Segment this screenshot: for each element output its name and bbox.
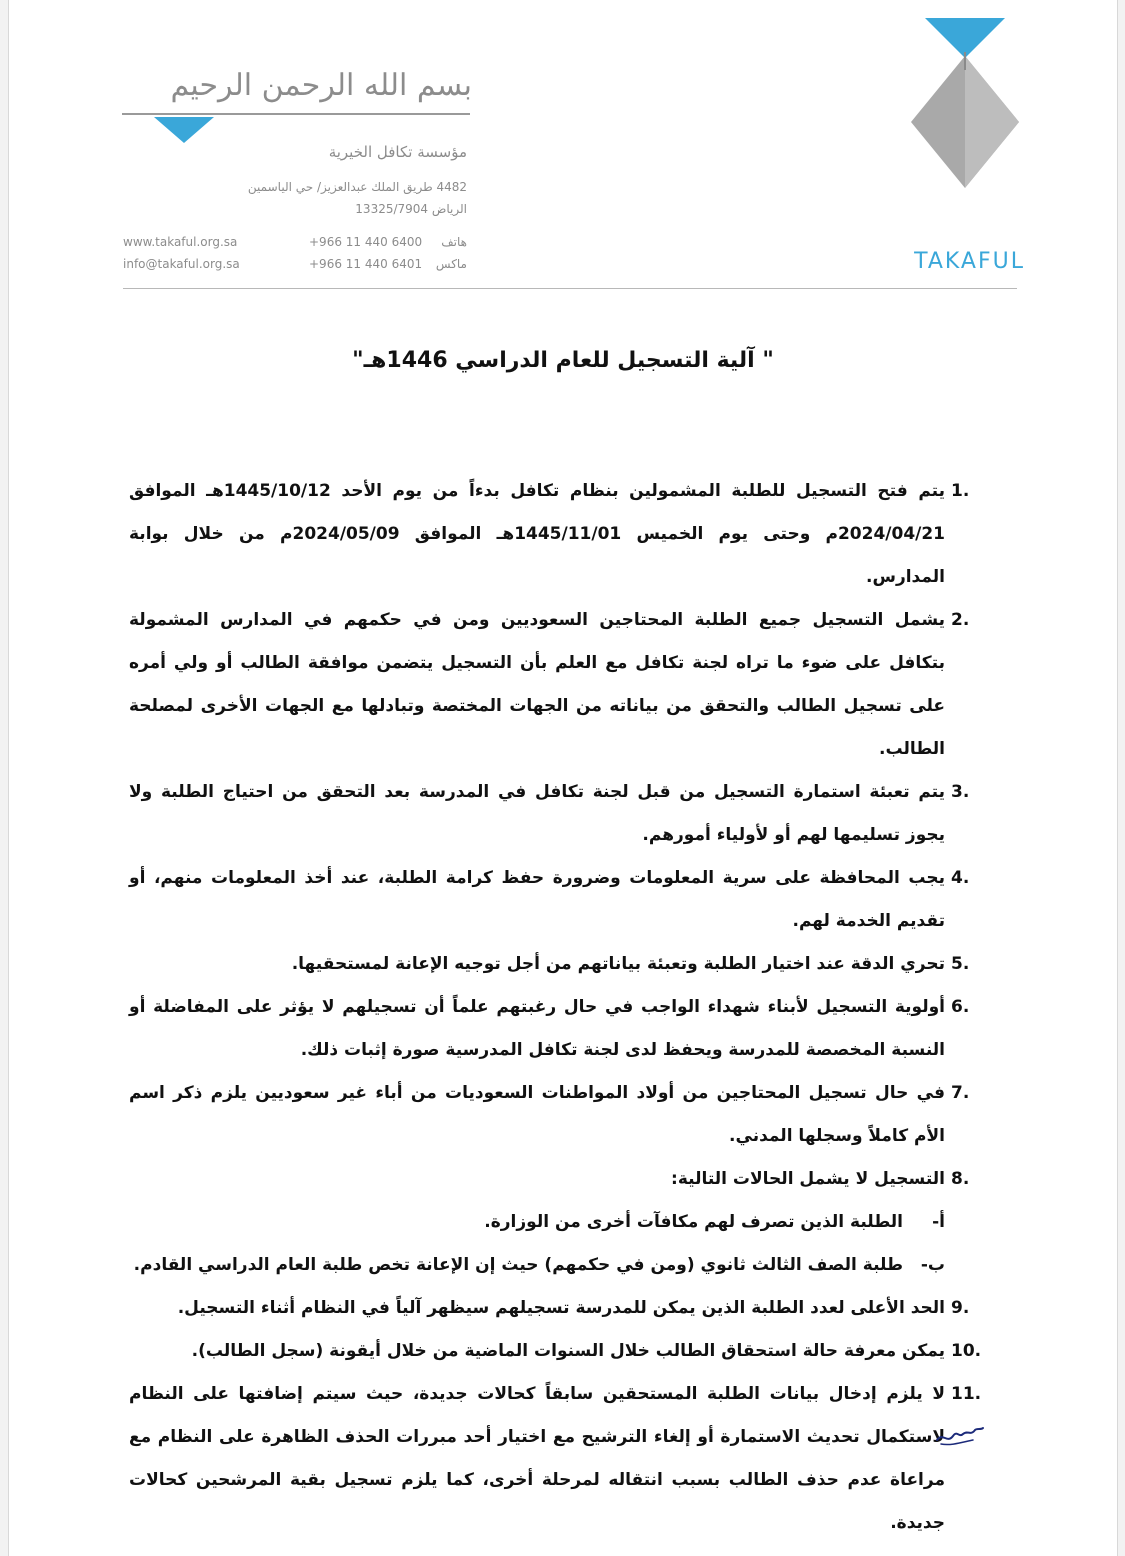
item-text: يتم فتح التسجيل للطلبة المشمولين بنظام تكافل بدءاً من يوم الأحد 1445/10/12هـ الموافق 2024/04/21م وحتى يوم الخميس 1445/11/01هـ الموافق 2024/05/09م من خلال بوابة المدارس. (129, 481, 946, 587)
list-item (129, 470, 989, 599)
fax-label: ماكس (435, 257, 467, 271)
item-number: 5. (951, 954, 970, 974)
item-number: 7. (951, 1083, 970, 1103)
organization-name: مؤسسة تكافل الخيرية (328, 143, 467, 161)
document-title: " آلية التسجيل للعام الدراسي 1446هـ" (352, 348, 774, 373)
list-item (129, 986, 989, 1072)
address-line-1: 4482 طريق الملك عبدالعزيز/ حي الياسمين (247, 180, 467, 194)
item-number: 2. (951, 610, 970, 630)
sub-item (129, 1244, 989, 1287)
list-item (129, 1330, 989, 1373)
sub-item-text: طلبة الصف الثالث ثانوي (ومن في حكمهم) حيث إن الإعانة تخص طلبة العام الدراسي القادم. (133, 1255, 903, 1275)
phone-label: هاتف (441, 235, 467, 249)
document-page (8, 0, 1118, 1556)
triangle-ornament-icon (154, 117, 214, 143)
item-number: 1. (951, 481, 970, 501)
list-item (129, 1287, 989, 1330)
list-item (129, 1373, 989, 1545)
logo-english-text: TAKAFUL (914, 249, 1025, 274)
email-link[interactable]: info@takaful.org.sa (123, 257, 240, 271)
item-text: أولوية التسجيل لأبناء شهداء الواجب في حال رغبتهم علماً أن تسجيلهم لا يؤثر على المفاضلة أو النسبة المخصصة للمدرسة ويحفظ لدى لجنة تكافل المدرسية صورة إثبات ذلك. (129, 997, 945, 1060)
sub-item-text: الطلبة الذين تصرف لهم مكافآت أخرى من الوزارة. (484, 1212, 903, 1232)
list-item (129, 599, 989, 771)
takaful-logo (829, 10, 1029, 280)
list-item (129, 857, 989, 943)
basmala-divider (122, 113, 470, 115)
address-line-2: الرياض 13325/7904 (355, 202, 467, 216)
sub-item-label: ب- (920, 1255, 945, 1275)
item-text: يجب المحافظة على سرية المعلومات وضرورة حفظ كرامة الطلبة، عند أخذ المعلومات منهم، أو تقديم الخدمة لهم. (129, 868, 945, 931)
item-number: 4. (951, 868, 970, 888)
list-item (129, 1072, 989, 1158)
item-text: يشمل التسجيل جميع الطلبة المحتاجين السعوديين ومن في حكمهم في المدارس المشمولة بتكافل على ضوء ما تراه لجنة تكافل مع العلم بأن التسجيل يتضمن موافقة الطالب أو ولي أمره على تسجيل الطالب والتحقق من بياناته من الجهات المختصة وتبادلها مع الجهات الأخرى لمصلحة الطالب. (129, 610, 945, 759)
item-text: الحد الأعلى لعدد الطلبة الذين يمكن للمدرسة تسجيلهم سيظهر آلياً في النظام أثناء التسجيل. (177, 1298, 945, 1318)
signature-mark (933, 1418, 985, 1448)
item-number: 8. (951, 1169, 970, 1189)
phone-number: +966 11 440 6400 (309, 235, 423, 249)
website-link[interactable]: www.takaful.org.sa (123, 235, 238, 249)
item-number: 10. (951, 1341, 982, 1361)
basmala: بسم الله الرحمن الرحيم (170, 68, 472, 103)
item-text: في حال تسجيل المحتاجين من أولاد المواطنات السعوديات من أباء غير سعوديين يلزم ذكر اسم الأم كاملاً وسجلها المدني. (129, 1083, 945, 1146)
item-text: التسجيل لا يشمل الحالات التالية: (671, 1169, 945, 1189)
item-text: يتم تعبئة استمارة التسجيل من قبل لجنة تكافل في المدرسة بعد التحقق من احتياج الطلبة ولا يجوز تسليمها لهم أو لأولياء أمورهم. (129, 782, 945, 845)
sub-item (129, 1201, 989, 1244)
header-divider (123, 288, 1017, 289)
fax-number: +966 11 440 6401 (309, 257, 423, 271)
sub-item-label: أ- (932, 1212, 945, 1232)
list-item (129, 943, 989, 986)
list-item (129, 771, 989, 857)
list-item (129, 1158, 989, 1201)
item-number: 9. (951, 1298, 970, 1318)
item-text: لا يلزم إدخال بيانات الطلبة المستحقين سابقاً كحالات جديدة، حيث سيتم إضافتها على النظام لاستكمال تحديث الاستمارة أو إلغاء الترشيح مع اختيار أحد مبررات الحذف الظاهرة على النظام مع مراعاة عدم حذف الطالب بسبب انتقاله لمرحلة أخرى، كما يلزم تسجيل بقية المرشحين كحالات جديدة. (129, 1384, 945, 1533)
item-number: 11. (951, 1384, 982, 1404)
document-body (129, 470, 989, 1545)
letterhead (9, 0, 1117, 300)
item-number: 6. (951, 997, 970, 1017)
item-text: تحري الدقة عند اختيار الطلبة وتعبئة بياناتهم من أجل توجيه الإعانة لمستحقيها. (291, 954, 945, 974)
item-number: 3. (951, 782, 970, 802)
item-text: يمكن معرفة حالة استحقاق الطالب خلال السنوات الماضية من خلال أيقونة (سجل الطالب). (191, 1341, 945, 1361)
